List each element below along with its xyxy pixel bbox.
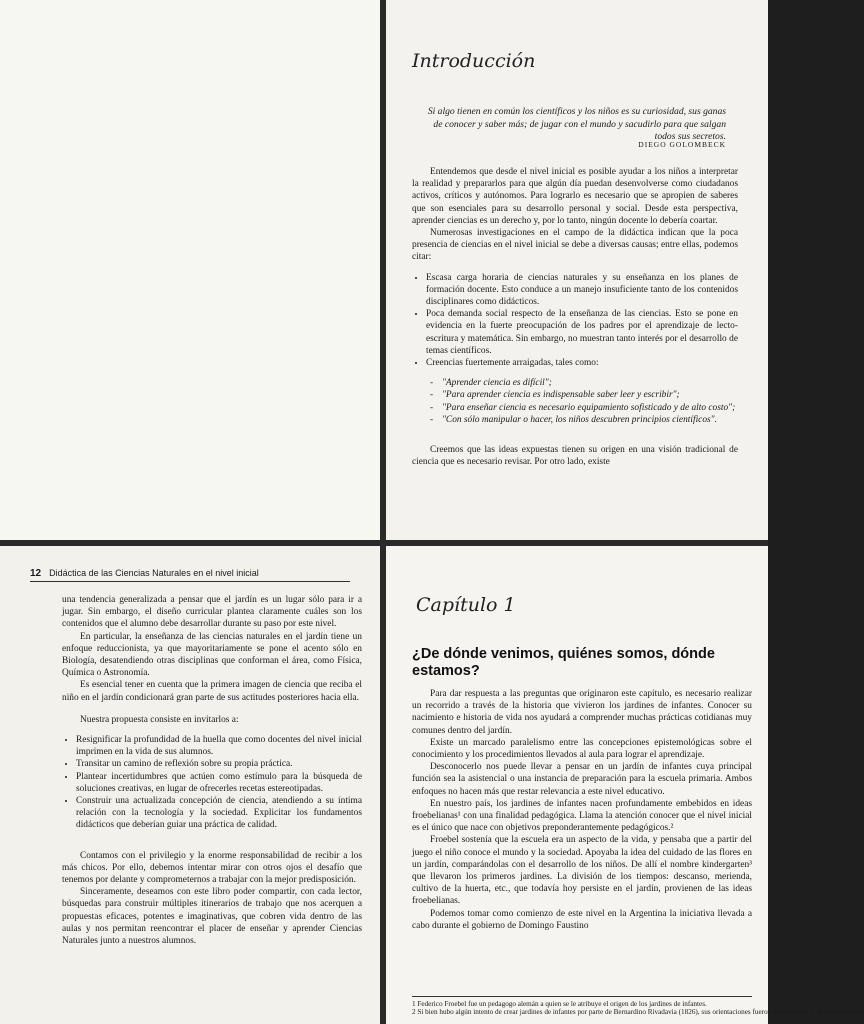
running-header xyxy=(30,568,350,582)
page-12 xyxy=(0,546,380,1024)
list-item: - "Aprender ciencia es difícil"; xyxy=(442,377,738,389)
page-number: 12 xyxy=(30,568,42,579)
introduction-title: Introducción xyxy=(412,50,536,72)
running-head-title: Didáctica de las Ciencias Naturales en el nivel inicial xyxy=(49,568,259,578)
footnote: 2 Si bien hubo algún intento de crear jardines de infantes por parte de Bernardino Rivadavia (1826), sus orientaciones fueron asistenciales y de moralización. xyxy=(412,1008,864,1017)
epigraph-author: DIEGO GOLOMBECK xyxy=(638,140,726,149)
introduction-body xyxy=(412,166,738,468)
paragraph: Contamos con el privilegio y la enorme responsabilidad de recibir a los más chicos. Por ello, debemos intentar mirar con otros ojos el desafío que tenemos por delante y comprometernos a trabajar con la mejor predisposición. xyxy=(62,850,362,886)
paragraph: Podemos tomar como comienzo de este nivel en la Argentina la iniciativa llevada a cabo durante el gobierno de Domingo Faustino xyxy=(412,908,752,931)
paragraph: Entendemos que desde el nivel inicial es posible ayudar a los niños a interpretar la realidad y prepararlos para que algún día puedan desenvolverse como ciudadanos activos, críticos y autónomos. Para lograrlo es necesario que se apropien de saberes que son esenciales para su desarrollo personal y social. Desde esta perspectiva, aprender ciencias es un derecho y, por lo tanto, ningún docente lo debería coartar. xyxy=(412,167,738,226)
list-item: • Escasa carga horaria de ciencias naturales y su enseñanza en los planes de formación docente. Esto conduce a un manejo insuficiente tanto de los contenidos disciplinares como didácticos. xyxy=(426,272,738,309)
paragraph: Para dar respuesta a las preguntas que originaron este capítulo, es necesario realizar un recorrido a través de la historia que vivieron los jardines de infantes. Conocer su nacimiento e historia de vida nos ayudará a comprender muchas prácticas cotidianas muy comunes dentro del jardín. xyxy=(412,689,752,736)
chapter-1-page xyxy=(386,546,864,1024)
list-item: • Construir una actualizada concepción de ciencia, atendiendo a su íntima relación con la tecnología y la sociedad. Explicitar los fundamentos didácticos que deberían guiar una práctica de calidad. xyxy=(76,795,362,832)
list-item: • Transitar un camino de reflexión sobre su propia práctica. xyxy=(76,758,362,770)
paragraph: Numerosas investigaciones en el campo de la didáctica indican que la poca presencia de ciencias en el nivel inicial se debe a diversas causas; entre ellas, podemos citar: xyxy=(412,228,738,263)
chapter-body xyxy=(412,688,752,932)
bullet-list xyxy=(412,272,738,370)
epigraph-quote: Si algo tienen en común los científicos y los niños es su curiosidad, sus ganas de conocer y saber más; de jugar con el mundo y sacudirlo para que salgan todos sus secretos. xyxy=(427,106,726,143)
list-item: • Plantear incertidumbres que actúen como estímulo para la búsqueda de soluciones creativas, en lugar de ofrecerles recetas estereotipadas. xyxy=(76,771,362,795)
paragraph: Creemos que las ideas expuestas tienen su origen en una visión tradicional de ciencia que es necesario revisar. Por otro lado, existe xyxy=(412,445,738,468)
bullet-list xyxy=(62,734,362,832)
chapter-heading: ¿De dónde venimos, quiénes somos, dónde estamos? xyxy=(412,646,715,679)
dash-list xyxy=(430,377,738,426)
paragraph: En particular, la enseñanza de las ciencias naturales en el jardín tiene un enfoque reduccionista, ya que mayoritariamente se pone el acento sólo en Biología, desatendiendo otras disciplinas que conforman el área, como Física, Química o Astronomía. xyxy=(62,631,362,679)
list-item: - "Para aprender ciencia es indispensable saber leer y escribir"; xyxy=(442,389,738,401)
chapter-label: Capítulo 1 xyxy=(416,594,516,616)
footnote: 1 Federico Froebel fue un pedagogo alemán a quien se le atribuye el origen de los jardines de infantes. xyxy=(412,1000,707,1008)
list-item: - "Para enseñar ciencia es necesario equipamiento sofisticado y de alto costo"; xyxy=(442,402,738,414)
list-item: • Poca demanda social respecto de la enseñanza de las ciencias. Esto se pone en evidencia en la fuerte preocupación de los padres por el aprendizaje de lecto-escritura y matemática. Sin embargo, no muestran tanto interés por el desarrollo de temas científicos. xyxy=(426,308,738,357)
list-item: • Creencias fuertemente arraigadas, tales como: xyxy=(426,357,738,369)
footnotes xyxy=(412,996,864,1017)
paragraph: Sinceramente, deseamos con este libro poder compartir, con cada lector, búsquedas para construir múltiples itinerarios de trabajo que nos acerquen a propuestas eficaces, potentes e imaginativas, que cobren vida dentro de las aulas y nos permitan reencontrar el placer de enseñar y aprender Ciencias Naturales junto a nuestros alumnos. xyxy=(62,887,362,947)
page-12-body xyxy=(62,594,362,947)
paragraph: Existe un marcado paralelismo entre las concepciones epistemológicas sobre el conocimiento y los procedimientos llevados al aula para lograr el aprendizaje. xyxy=(412,737,752,761)
list-item: • Resignificar la profundidad de la huella que como docentes del nivel inicial imprimen en la vida de sus alumnos. xyxy=(76,734,362,758)
blank-page xyxy=(0,0,380,540)
paragraph: Froebel sostenía que la escuela era un aspecto de la vida, y pensaba que a partir del juego el niño conoce el mundo y la sociedad. Apoyaba la idea del cuidado de las flores en un jardín, comparándolas con el desarrollo de los niños. De allí el nombre kindergarten³ que llevaron los primeros jardines. La división de los tiempos: descanso, merienda, cultivo de la huerta, etc., que todavía hoy persiste en el jardín, provienen de las ideas froebelianas. xyxy=(412,835,752,907)
paragraph: En nuestro país, los jardines de infantes nacen profundamente embebidos en ideas froebelianas¹ con una finalidad pedagógica. Llama la atención conocer que el nivel inicial es el único que nace con objetivos preponderantemente pedagógicos.² xyxy=(412,798,752,834)
paragraph: Nuestra propuesta consiste en invitarlos a: xyxy=(80,714,239,725)
introduction-page xyxy=(386,0,768,540)
list-item: - "Con sólo manipular o hacer, los niños descubren principios científicos". xyxy=(442,414,738,426)
paragraph: una tendencia generalizada a pensar que el jardín es un lugar sólo para ir a jugar. Sin embargo, el diseño curricular plantea claramente cuáles son los contenidos que el alumno debe desarrollar durante su paso por este nivel. xyxy=(62,595,362,630)
paragraph: Es esencial tener en cuenta que la primera imagen de ciencia que reciba el niño en el jardín condicionará gran parte de sus actitudes posteriores hacia ella. xyxy=(62,680,362,703)
paragraph: Desconocerlo nos puede llevar a pensar en un jardín de infantes cuya principal función sea la asistencial o una instancia de preparación para la escuela primaria. Ambos enfoques no hacen más que restar relevancia a este nivel educativo. xyxy=(412,762,752,797)
